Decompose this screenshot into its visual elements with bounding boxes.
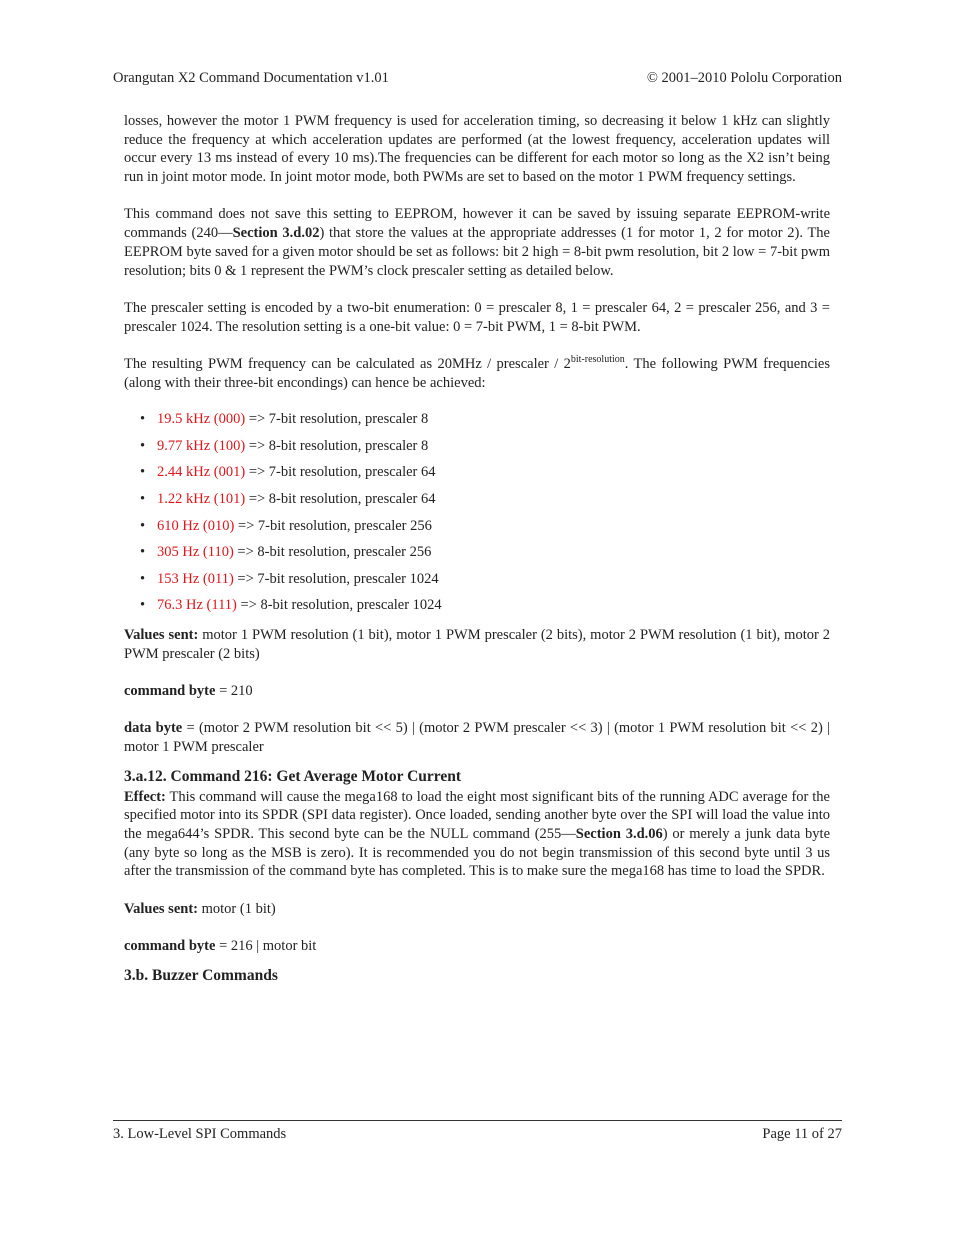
frequency-value: 1.22 kHz (101) [157, 491, 246, 507]
frequency-value: 19.5 kHz (000) [157, 411, 246, 428]
bullet-icon: • [140, 570, 146, 587]
bullet-icon: • [140, 491, 146, 507]
effect-text-2: ) or merely a junk data byte (any byte so long as the MSB is zero). It is recommended you do not begin transmission of this second byte until 3 us after the transmission of the command byte has completed. This is to make sure the mega168 has time to load the SPDR. [124, 826, 831, 880]
page-number: Page 11 of 27 [762, 1126, 842, 1142]
values-sent-text: motor (1 bit) [198, 900, 276, 917]
pwm-formula-text: The resulting PWM frequency can be calculated as 20MHz / prescaler / 2 [124, 355, 571, 372]
page-content [124, 112, 830, 985]
command-byte-value: = 216 | motor bit [215, 938, 317, 955]
command-byte-label: command byte [124, 682, 216, 699]
bullet-icon: • [140, 517, 146, 534]
frequency-description: => 8-bit resolution, prescaler 256 [233, 544, 432, 561]
command-byte-value: = 210 [215, 682, 253, 699]
bullet-icon: • [140, 411, 146, 428]
effect-text-1: This command will cause the mega168 to load the eight most significant bits of the running ADC average for the specified motor into its SPDR (SPI data register). Once loaded, sending another byte over the SPI will load the value into the mega644’s SPDR. This second byte can be the NULL command (255— [124, 788, 830, 843]
pwm-formula-exponent: bit-resolution [570, 353, 625, 365]
bullet-icon: • [140, 597, 146, 614]
paragraph-eeprom-text-2: ) that store the values at the appropriate addresses (1 for motor 1, 2 for motor 2). The EEPROM byte saved for a given motor should be set as follows: bit 2 high = 8-bit pwm resolution, bit 2 low = 7-bit pwm resolution; bits 0 & 1 represent the PWM’s clock prescaler setting as detailed below. [124, 225, 830, 279]
paragraph-pwm-frequency [124, 355, 830, 392]
values-sent-210 [124, 626, 830, 663]
page-footer [113, 1126, 842, 1143]
frequency-value: 76.3 Hz (111) [157, 597, 237, 614]
command-byte-210 [124, 682, 830, 701]
frequency-value: 610 Hz (010) [157, 517, 235, 534]
frequency-description: => 8-bit resolution, prescaler 64 [245, 491, 436, 507]
data-byte-label: data byte [124, 720, 183, 737]
footer-chapter: 3. Low-Level SPI Commands [113, 1126, 287, 1142]
bullet-icon: • [140, 544, 146, 561]
frequency-description: => 7-bit resolution, prescaler 1024 [233, 570, 439, 587]
values-sent-text: motor 1 PWM resolution (1 bit), motor 1 PWM prescaler (2 bits), motor 2 PWM resolution (1 bit), motor 2 PWM prescaler (2 bits) [124, 626, 830, 662]
paragraph-eeprom-text-1: This command does not save this setting to EEPROM, however it can be saved by issuing separate EEPROM-write commands (240— [124, 206, 830, 242]
list-item [124, 463, 830, 490]
bullet-icon: • [140, 464, 146, 481]
section-link-3d02[interactable]: Section 3.d.02 [232, 225, 320, 242]
effect-paragraph [124, 788, 830, 882]
frequency-list [124, 410, 830, 623]
section-heading-3a12: 3.a.12. Command 216: Get Average Motor Current [124, 767, 462, 785]
effect-label: Effect: [124, 788, 166, 805]
values-sent-216 [124, 900, 830, 919]
values-sent-label: Values sent: [124, 900, 198, 917]
frequency-description: => 8-bit resolution, prescaler 8 [245, 437, 429, 454]
frequency-value: 9.77 kHz (100) [157, 437, 246, 454]
paragraph-prescaler: The prescaler setting is encoded by a two-bit enumeration: 0 = prescaler 8, 1 = prescaler 64, 2 = prescaler 256, and 3 = prescaler 1024. The resolution setting is a one-bit value: 0 = 7-bit PWM, 1 = 8-bit PWM. [124, 299, 830, 335]
pwm-formula-text-2: . The following PWM frequencies (along with their three-bit encondings) can hence be achieved: [124, 355, 830, 391]
frequency-description: => 8-bit resolution, prescaler 1024 [236, 597, 442, 614]
footer-divider [113, 1120, 842, 1121]
list-item [124, 517, 830, 544]
frequency-value: 153 Hz (011) [157, 570, 234, 587]
frequency-description: => 7-bit resolution, prescaler 8 [245, 411, 429, 428]
copyright-notice: © 2001–2010 Pololu Corporation [646, 70, 842, 86]
frequency-value: 305 Hz (110) [157, 544, 234, 561]
paragraph-eeprom [124, 205, 830, 280]
bullet-icon: • [140, 437, 146, 454]
list-item [124, 410, 830, 437]
section-heading-3b: 3.b. Buzzer Commands [124, 966, 278, 984]
section-link-3d06[interactable]: Section 3.d.06 [575, 826, 663, 843]
list-item [124, 437, 830, 464]
values-sent-label: Values sent: [124, 626, 199, 643]
frequency-description: => 7-bit resolution, prescaler 256 [234, 517, 432, 534]
command-byte-label: command byte [124, 938, 216, 955]
data-byte-210 [124, 719, 830, 756]
document-title: Orangutan X2 Command Documentation v1.01 [113, 70, 389, 86]
page-header [113, 70, 842, 87]
list-item [124, 543, 830, 570]
data-byte-value: = (motor 2 PWM resolution bit << 5) | (motor 2 PWM prescaler << 3) | (motor 1 PWM resolution bit << 2) | motor 1 PWM prescaler [124, 720, 830, 755]
command-byte-216 [124, 937, 830, 956]
list-item [124, 596, 830, 623]
paragraph-losses: losses, however the motor 1 PWM frequency is used for acceleration timing, so decreasing it below 1 kHz can slightly reduce the frequency at which acceleration updates are performed (at the lowest frequency, acceleration updates will occur every 13 ms instead of every 10 ms).The frequencies can be different for each motor so long as the X2 isn’t being run in joint motor mode. In joint motor mode, both PWMs are set to based on the motor 1 PWM frequency settings. [124, 113, 830, 186]
frequency-description: => 7-bit resolution, prescaler 64 [245, 464, 436, 481]
list-item [124, 490, 830, 517]
frequency-value: 2.44 kHz (001) [157, 464, 246, 481]
list-item [124, 570, 830, 597]
